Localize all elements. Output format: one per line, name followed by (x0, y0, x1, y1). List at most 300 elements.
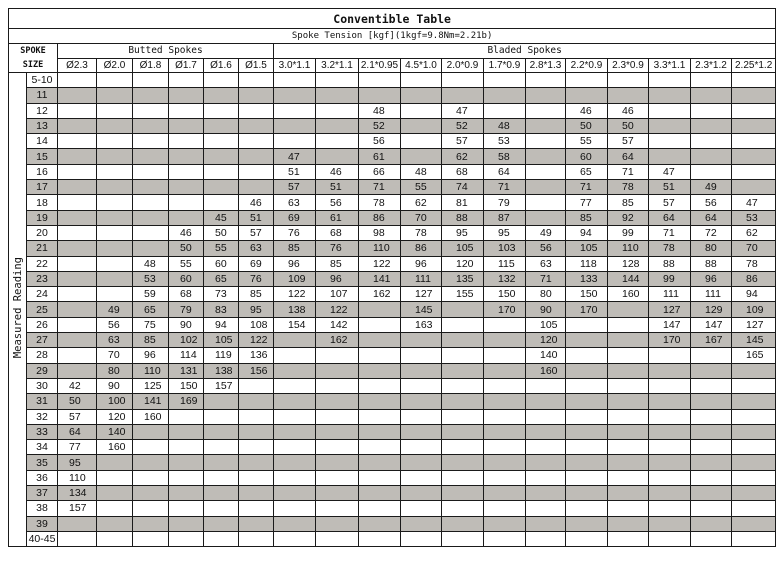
tension-value-cell: 56 (526, 241, 566, 256)
tension-value-cell: 90 (169, 317, 204, 332)
table-row (9, 256, 776, 271)
tension-value-cell (274, 103, 316, 118)
tension-value-cell: 48 (401, 164, 442, 179)
tension-value-cell: 120 (97, 409, 133, 424)
tension-value-cell: 88 (442, 210, 484, 225)
butted-column-header: Ø1.5 (239, 58, 274, 73)
tension-value-cell: 170 (484, 302, 526, 317)
tension-value-cell (526, 455, 566, 470)
tension-value-cell: 85 (133, 333, 169, 348)
tension-value-cell (608, 409, 649, 424)
tension-value-cell: 140 (526, 348, 566, 363)
tension-value-cell: 90 (97, 378, 133, 393)
tension-value-cell: 110 (133, 363, 169, 378)
tension-value-cell (566, 424, 608, 439)
tension-value-cell (58, 118, 97, 133)
tension-value-cell: 96 (691, 271, 732, 286)
table-subtitle: Spoke Tension [kgf](1kgf=9.8Nm=2.21b) (9, 29, 776, 44)
tension-value-cell: 57 (58, 409, 97, 424)
tension-value-cell: 72 (691, 225, 732, 240)
tension-value-cell: 100 (97, 394, 133, 409)
butted-column-header: Ø1.8 (133, 58, 169, 73)
tension-value-cell (97, 134, 133, 149)
tension-value-cell (566, 470, 608, 485)
tension-value-cell (526, 409, 566, 424)
tension-value-cell: 42 (58, 378, 97, 393)
tension-value-cell (58, 317, 97, 332)
tension-value-cell (649, 516, 691, 531)
tension-value-cell (133, 455, 169, 470)
tension-value-cell (442, 486, 484, 501)
tension-value-cell: 71 (649, 225, 691, 240)
tension-value-cell (608, 424, 649, 439)
tension-value-cell: 120 (442, 256, 484, 271)
tension-value-cell: 70 (732, 241, 776, 256)
bladed-column-header: 3.0*1.1 (274, 58, 316, 73)
tension-value-cell: 147 (649, 317, 691, 332)
tension-value-cell (691, 394, 732, 409)
tension-value-cell: 46 (316, 164, 359, 179)
tension-value-cell (691, 103, 732, 118)
tension-value-cell (239, 394, 274, 409)
tension-value-cell: 88 (649, 256, 691, 271)
tension-value-cell (316, 88, 359, 103)
tension-value-cell (732, 486, 776, 501)
tension-value-cell: 94 (732, 287, 776, 302)
measured-reading-cell: 28 (27, 348, 58, 363)
tension-value-cell (732, 531, 776, 546)
tension-value-cell: 132 (484, 271, 526, 286)
tension-value-cell (359, 378, 401, 393)
tension-value-cell: 48 (359, 103, 401, 118)
tension-value-cell (97, 149, 133, 164)
tension-value-cell: 47 (442, 103, 484, 118)
tension-value-cell: 47 (274, 149, 316, 164)
tension-value-cell: 71 (526, 271, 566, 286)
tension-value-cell: 70 (97, 348, 133, 363)
bladed-column-header: 4.5*1.0 (401, 58, 442, 73)
tension-value-cell: 128 (608, 256, 649, 271)
tension-value-cell: 122 (274, 287, 316, 302)
tension-value-cell (401, 516, 442, 531)
tension-value-cell: 85 (274, 241, 316, 256)
measured-reading-cell: 36 (27, 470, 58, 485)
tension-value-cell: 46 (239, 195, 274, 210)
tension-value-cell: 120 (526, 333, 566, 348)
tension-value-cell (274, 88, 316, 103)
tension-value-cell: 64 (691, 210, 732, 225)
tension-value-cell (566, 73, 608, 88)
tension-value-cell: 75 (133, 317, 169, 332)
tension-value-cell (97, 103, 133, 118)
tension-value-cell: 95 (484, 225, 526, 240)
tension-value-cell (359, 317, 401, 332)
tension-value-cell: 63 (97, 333, 133, 348)
tension-value-cell (204, 73, 239, 88)
tension-value-cell (274, 516, 316, 531)
tension-value-cell (442, 302, 484, 317)
tension-value-cell: 63 (239, 241, 274, 256)
tension-value-cell: 86 (359, 210, 401, 225)
table-row (9, 225, 776, 240)
tension-value-cell (316, 363, 359, 378)
tension-value-cell: 170 (566, 302, 608, 317)
tension-value-cell (133, 180, 169, 195)
tension-value-cell (484, 455, 526, 470)
tension-value-cell (442, 470, 484, 485)
tension-value-cell (274, 531, 316, 546)
tension-value-cell: 71 (484, 180, 526, 195)
measured-reading-cell: 26 (27, 317, 58, 332)
tension-value-cell (316, 455, 359, 470)
measured-reading-cell: 40-45 (27, 531, 58, 546)
table-row (9, 73, 776, 88)
tension-value-cell (133, 210, 169, 225)
tension-value-cell (401, 409, 442, 424)
tension-value-cell (97, 516, 133, 531)
tension-value-cell (274, 470, 316, 485)
table-row (9, 470, 776, 485)
tension-value-cell: 110 (58, 470, 97, 485)
tension-value-cell (133, 501, 169, 516)
tension-value-cell (169, 470, 204, 485)
tension-value-cell: 68 (316, 225, 359, 240)
measured-reading-cell: 17 (27, 180, 58, 195)
tension-value-cell (316, 424, 359, 439)
tension-value-cell (239, 378, 274, 393)
tension-value-cell (732, 134, 776, 149)
tension-value-cell (133, 241, 169, 256)
spoke-size-header (9, 44, 58, 73)
tension-value-cell (608, 516, 649, 531)
tension-value-cell (133, 225, 169, 240)
tension-value-cell (401, 455, 442, 470)
tension-value-cell: 51 (316, 180, 359, 195)
tension-value-cell (566, 486, 608, 501)
tension-value-cell (649, 348, 691, 363)
tension-value-cell (608, 394, 649, 409)
tension-value-cell (649, 378, 691, 393)
tension-value-cell (691, 409, 732, 424)
tension-value-cell (239, 501, 274, 516)
tension-value-cell: 110 (359, 241, 401, 256)
tension-value-cell: 160 (133, 409, 169, 424)
tension-value-cell: 163 (401, 317, 442, 332)
tension-value-cell (239, 149, 274, 164)
tension-value-cell (484, 470, 526, 485)
tension-value-cell (442, 394, 484, 409)
tension-value-cell (526, 180, 566, 195)
bladed-column-header: 2.0*0.9 (442, 58, 484, 73)
tension-value-cell: 99 (608, 225, 649, 240)
tension-value-cell: 122 (239, 333, 274, 348)
tension-value-cell (608, 531, 649, 546)
tension-value-cell: 53 (484, 134, 526, 149)
tension-value-cell (133, 486, 169, 501)
tension-value-cell (58, 256, 97, 271)
table-body (9, 73, 776, 547)
tension-value-cell (691, 363, 732, 378)
tension-value-cell (274, 348, 316, 363)
tension-value-cell: 55 (566, 134, 608, 149)
tension-value-cell (169, 210, 204, 225)
tension-value-cell: 66 (359, 164, 401, 179)
tension-value-cell (649, 501, 691, 516)
tension-value-cell (484, 103, 526, 118)
tension-value-cell (608, 73, 649, 88)
tension-value-cell: 62 (401, 195, 442, 210)
tension-value-cell (239, 73, 274, 88)
tension-value-cell: 61 (316, 210, 359, 225)
tension-value-cell: 57 (442, 134, 484, 149)
table-row (9, 501, 776, 516)
tension-value-cell: 105 (442, 241, 484, 256)
tension-value-cell: 78 (359, 195, 401, 210)
tension-value-cell (401, 501, 442, 516)
tension-value-cell (316, 73, 359, 88)
tension-value-cell (401, 134, 442, 149)
tension-value-cell (274, 424, 316, 439)
tension-value-cell (401, 348, 442, 363)
tension-value-cell (359, 455, 401, 470)
tension-value-cell (169, 195, 204, 210)
tension-value-cell (58, 149, 97, 164)
tension-value-cell: 65 (204, 271, 239, 286)
tension-value-cell (316, 394, 359, 409)
tension-value-cell: 71 (608, 164, 649, 179)
tension-value-cell: 52 (442, 118, 484, 133)
tension-value-cell (169, 73, 204, 88)
tension-value-cell (566, 409, 608, 424)
tension-value-cell: 60 (566, 149, 608, 164)
tension-value-cell: 76 (316, 241, 359, 256)
tension-value-cell: 125 (133, 378, 169, 393)
tension-value-cell: 94 (204, 317, 239, 332)
tension-value-cell: 80 (526, 287, 566, 302)
measured-reading-cell: 21 (27, 241, 58, 256)
tension-value-cell: 147 (691, 317, 732, 332)
tension-value-cell: 78 (608, 180, 649, 195)
tension-value-cell (316, 103, 359, 118)
tension-value-cell: 157 (58, 501, 97, 516)
tension-value-cell (484, 394, 526, 409)
tension-value-cell: 76 (239, 271, 274, 286)
measured-reading-cell: 5-10 (27, 73, 58, 88)
tension-value-cell (526, 103, 566, 118)
tension-value-cell (484, 516, 526, 531)
tension-value-cell (526, 378, 566, 393)
tension-value-cell (97, 531, 133, 546)
tension-value-cell (442, 440, 484, 455)
tension-value-cell: 51 (274, 164, 316, 179)
tension-value-cell (316, 470, 359, 485)
tension-value-cell (649, 531, 691, 546)
tension-value-cell (691, 440, 732, 455)
tension-value-cell (359, 409, 401, 424)
tension-value-cell (274, 501, 316, 516)
tension-value-cell (608, 302, 649, 317)
tension-value-cell (732, 424, 776, 439)
tension-value-cell: 167 (691, 333, 732, 348)
tension-value-cell (442, 409, 484, 424)
table-row (9, 149, 776, 164)
tension-value-cell: 85 (608, 195, 649, 210)
tension-value-cell: 80 (97, 363, 133, 378)
tension-value-cell: 78 (732, 256, 776, 271)
tension-value-cell (359, 501, 401, 516)
tension-value-cell (274, 409, 316, 424)
tension-value-cell (133, 531, 169, 546)
tension-value-cell: 95 (58, 455, 97, 470)
tension-value-cell: 78 (649, 241, 691, 256)
tension-value-cell (133, 164, 169, 179)
tension-value-cell: 55 (169, 256, 204, 271)
tension-value-cell (566, 455, 608, 470)
tension-value-cell: 53 (133, 271, 169, 286)
tension-value-cell (526, 424, 566, 439)
tension-value-cell: 95 (239, 302, 274, 317)
tension-value-cell: 63 (274, 195, 316, 210)
table-row (9, 531, 776, 546)
tension-value-cell (649, 73, 691, 88)
tension-value-cell (691, 88, 732, 103)
tension-value-cell: 57 (274, 180, 316, 195)
tension-value-cell (442, 455, 484, 470)
table-row (9, 164, 776, 179)
tension-value-cell (316, 378, 359, 393)
tension-value-cell (691, 424, 732, 439)
tension-value-cell (649, 363, 691, 378)
tension-value-cell: 55 (204, 241, 239, 256)
tension-value-cell (169, 134, 204, 149)
tension-value-cell (608, 486, 649, 501)
tension-value-cell: 46 (169, 225, 204, 240)
tension-value-cell: 140 (97, 424, 133, 439)
tension-value-cell (204, 149, 239, 164)
tension-value-cell (97, 241, 133, 256)
tension-value-cell: 145 (732, 333, 776, 348)
tension-value-cell (58, 164, 97, 179)
tension-value-cell (239, 531, 274, 546)
butted-column-header: Ø1.7 (169, 58, 204, 73)
tension-value-cell (274, 363, 316, 378)
bladed-column-header: 2.3*0.9 (608, 58, 649, 73)
tension-value-cell (608, 348, 649, 363)
tension-value-cell (691, 348, 732, 363)
tension-value-cell (97, 470, 133, 485)
tension-value-cell (169, 103, 204, 118)
tension-value-cell (401, 394, 442, 409)
tension-value-cell (526, 88, 566, 103)
tension-value-cell (526, 73, 566, 88)
tension-value-cell (169, 440, 204, 455)
tension-value-cell (316, 149, 359, 164)
tension-value-cell (442, 73, 484, 88)
group-header-row (9, 44, 776, 59)
tension-value-cell: 115 (484, 256, 526, 271)
tension-value-cell: 56 (691, 195, 732, 210)
tension-value-cell (58, 348, 97, 363)
tension-value-cell (239, 164, 274, 179)
tension-value-cell: 77 (566, 195, 608, 210)
tension-value-cell: 105 (526, 317, 566, 332)
tension-value-cell: 160 (608, 287, 649, 302)
tension-value-cell (484, 501, 526, 516)
table-header (9, 9, 776, 73)
tension-value-cell: 135 (442, 271, 484, 286)
measured-reading-cell: 30 (27, 378, 58, 393)
tension-value-cell: 59 (133, 287, 169, 302)
tension-value-cell (442, 424, 484, 439)
tension-value-cell (316, 531, 359, 546)
tension-value-cell (608, 317, 649, 332)
tension-value-cell: 85 (566, 210, 608, 225)
tension-value-cell (401, 424, 442, 439)
tension-value-cell: 50 (58, 394, 97, 409)
tension-value-cell: 57 (239, 225, 274, 240)
tension-value-cell: 144 (608, 271, 649, 286)
tension-value-cell (169, 180, 204, 195)
tension-value-cell (359, 73, 401, 88)
tension-value-cell: 68 (442, 164, 484, 179)
tension-value-cell (732, 409, 776, 424)
tension-value-cell: 105 (566, 241, 608, 256)
tension-value-cell: 155 (442, 287, 484, 302)
butted-column-header: Ø2.0 (97, 58, 133, 73)
column-header-row (9, 58, 776, 73)
tension-value-cell (566, 501, 608, 516)
tension-value-cell (97, 287, 133, 302)
tension-value-cell (274, 118, 316, 133)
tension-value-cell (133, 149, 169, 164)
tension-value-cell: 70 (401, 210, 442, 225)
tension-value-cell (133, 73, 169, 88)
tension-value-cell (401, 486, 442, 501)
measured-reading-label: Measured Reading (11, 256, 24, 358)
table-row (9, 440, 776, 455)
tension-value-cell (97, 118, 133, 133)
tension-value-cell (204, 103, 239, 118)
tension-value-cell (97, 486, 133, 501)
tension-value-cell: 162 (316, 333, 359, 348)
tension-value-cell: 96 (133, 348, 169, 363)
tension-value-cell: 76 (274, 225, 316, 240)
measured-reading-cell: 33 (27, 424, 58, 439)
tension-value-cell (732, 363, 776, 378)
tension-value-cell: 109 (274, 271, 316, 286)
bladed-column-header: 2.8*1.3 (526, 58, 566, 73)
tension-value-cell (401, 470, 442, 485)
tension-value-cell (58, 103, 97, 118)
tension-value-cell (204, 88, 239, 103)
tension-value-cell (204, 501, 239, 516)
tension-value-cell (58, 225, 97, 240)
tension-value-cell (274, 394, 316, 409)
tension-value-cell: 73 (204, 287, 239, 302)
tension-value-cell (649, 424, 691, 439)
tension-value-cell (58, 363, 97, 378)
tension-value-cell: 88 (691, 256, 732, 271)
tension-value-cell (649, 394, 691, 409)
tension-value-cell (691, 455, 732, 470)
tension-value-cell (97, 164, 133, 179)
table-row (9, 317, 776, 332)
measured-reading-cell: 31 (27, 394, 58, 409)
bladed-spokes-header: Bladed Spokes (274, 44, 776, 59)
tension-value-cell (442, 501, 484, 516)
tension-value-cell (526, 440, 566, 455)
tension-value-cell (169, 409, 204, 424)
